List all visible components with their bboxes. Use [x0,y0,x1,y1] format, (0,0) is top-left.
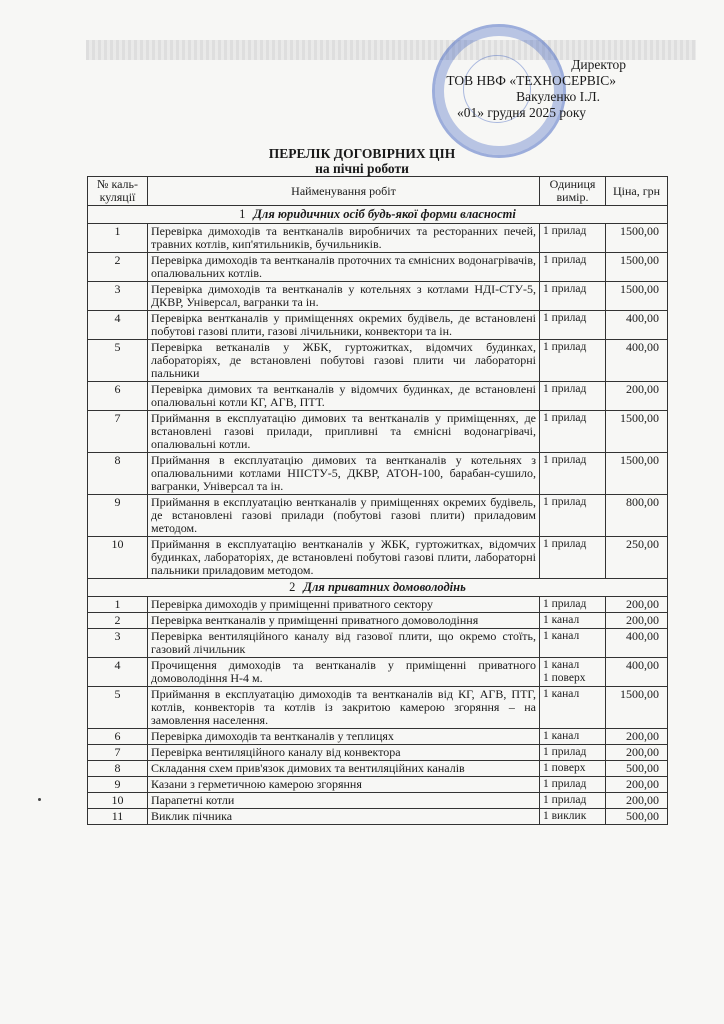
table-row [88,453,668,495]
row-price: 1500,00 [606,453,668,495]
row-work-name: Перевірка димоходів у приміщенні приватного сектору [148,597,540,613]
price-table [87,176,668,825]
row-work-name: Перевірка вентканалів у приміщенні приватного домоволодіння [148,613,540,629]
row-work-name: Приймання в експлуатацію вентканалів у ЖБК, гуртожитках, відомчих будинках, лабораторіях, де встановлені побутові газові плити, лабораторні пальники приладовим методом. [148,537,540,579]
row-work-name: Перевірка вентканалів у приміщеннях окремих будівель, де встановлені побутові газові плити, газові лічильники, конвектори та ін. [148,311,540,340]
row-price: 1500,00 [606,282,668,311]
row-work-name: Перевірка димоходів та вентканалів у котельнях з котлами НДІ-СТУ-5, ДКВР, Універсал, вагранки та ін. [148,282,540,311]
approval-block [446,57,626,121]
section-title: Для приватних домоволодінь [303,580,466,594]
row-number: 5 [88,687,148,729]
row-work-name: Приймання в експлуатацію вентканалів у приміщеннях окремих будівель, де встановлені газові прилади (побутові газові плити) приладовим методом. [148,495,540,537]
row-number: 6 [88,729,148,745]
row-work-name: Складання схем прив'язок димових та вентиляційних каналів [148,761,540,777]
row-unit: 1 прилад [540,311,606,340]
row-unit: 1 прилад [540,382,606,411]
table-row [88,777,668,793]
table-row [88,629,668,658]
table-row [88,729,668,745]
section-title-cell [88,579,668,597]
row-unit: 1 прилад [540,453,606,495]
row-unit: 1 прилад [540,777,606,793]
row-unit: 1 прилад [540,745,606,761]
approval-date: «01» грудня 2025 року [456,105,586,120]
row-number: 4 [88,658,148,687]
section-number: 2 [289,580,296,594]
table-row [88,537,668,579]
row-work-name: Казани з герметичною камерою згоряння [148,777,540,793]
section-title: Для юридичних осіб будь-якої форми власності [253,207,516,221]
row-number: 9 [88,495,148,537]
row-price: 200,00 [606,382,668,411]
table-row [88,495,668,537]
row-unit: 1 прилад [540,597,606,613]
row-work-name: Перевірка ветканалів у ЖБК, гуртожитках, відомчих будинках, лабораторіях, де встановлені побутові газові плити чи лабораторні пальники [148,340,540,382]
table-row [88,282,668,311]
row-price: 400,00 [606,658,668,687]
title-line-1: ПЕРЕЛІК ДОГОВІРНИХ ЦІН [268,146,456,161]
row-unit: 1 виклик [540,809,606,825]
row-unit: 1 канал [540,729,606,745]
row-number: 10 [88,793,148,809]
row-work-name: Перевірка вентиляційного каналу від конвектора [148,745,540,761]
row-work-name: Перевірка димоходів та вентканалів у теплицях [148,729,540,745]
row-number: 10 [88,537,148,579]
row-unit: 1 поверх [540,761,606,777]
row-work-name: Приймання в експлуатацію димоходів та вентканалів від КГ, АГВ, ПТГ, котлів, конвекторів та котлів із закритою камерою згоряння – на замовлення населення. [148,687,540,729]
row-unit: 1 прилад [540,495,606,537]
row-price: 1500,00 [606,411,668,453]
row-number: 5 [88,340,148,382]
row-unit: 1 прилад [540,537,606,579]
row-price: 200,00 [606,597,668,613]
row-price: 400,00 [606,629,668,658]
table-row [88,809,668,825]
row-work-name: Прочищення димоходів та вентканалів у приміщенні приватного домоволодіння Н-4 м. [148,658,540,687]
table-row [88,224,668,253]
section-title-cell [88,206,668,224]
row-number: 7 [88,411,148,453]
row-work-name: Перевірка вентиляційного каналу від газової плити, що окремо стоїть, газовий лічильник [148,629,540,658]
header-price: Ціна, грн [606,177,668,206]
row-work-name: Перевірка димоходів та вентканалів виробничих та ресторанних печей, травних котлів, кип'ятильників, бучильників. [148,224,540,253]
row-price: 250,00 [606,537,668,579]
row-number: 3 [88,282,148,311]
table-header-row [88,177,668,206]
row-number: 2 [88,253,148,282]
approval-company: ТОВ НВФ «ТЕХНОСЕРВІС» [446,73,616,88]
row-number: 6 [88,382,148,411]
header-unit: Одиниця вимір. [540,177,606,206]
table-row [88,761,668,777]
row-price: 200,00 [606,613,668,629]
row-number: 8 [88,453,148,495]
row-number: 4 [88,311,148,340]
row-unit: 1 прилад [540,793,606,809]
row-price: 500,00 [606,761,668,777]
row-unit: 1 канал [540,629,606,658]
table-row [88,793,668,809]
row-work-name: Виклик пічника [148,809,540,825]
row-number: 1 [88,597,148,613]
row-unit: 1 прилад [540,340,606,382]
table-row [88,311,668,340]
row-unit: 1 прилад [540,282,606,311]
table-row [88,658,668,687]
row-unit: 1 прилад [540,253,606,282]
header-calc-number: № каль-куляції [88,177,148,206]
row-work-name: Парапетні котли [148,793,540,809]
row-number: 8 [88,761,148,777]
row-number: 1 [88,224,148,253]
row-unit: 1 канал [540,687,606,729]
row-work-name: Перевірка димових та вентканалів у відомчих будинках, де встановлені опалювальні котли КГ, АГВ, ПТТ. [148,382,540,411]
row-number: 2 [88,613,148,629]
row-number: 3 [88,629,148,658]
table-row [88,340,668,382]
row-price: 500,00 [606,809,668,825]
table-row [88,382,668,411]
table-row [88,253,668,282]
row-price: 400,00 [606,311,668,340]
row-price: 200,00 [606,793,668,809]
section-row [88,579,668,597]
scan-speck [38,798,41,801]
approval-position: Директор [571,57,626,72]
row-price: 400,00 [606,340,668,382]
row-price: 200,00 [606,745,668,761]
row-unit: 1 канал [540,613,606,629]
section-row [88,206,668,224]
table-row [88,597,668,613]
row-price: 1500,00 [606,687,668,729]
table-row [88,687,668,729]
row-price: 200,00 [606,729,668,745]
row-unit: 1 канал 1 поверх [540,658,606,687]
row-price: 800,00 [606,495,668,537]
table-row [88,613,668,629]
approval-signatory: Вакуленко І.Л. [516,89,600,104]
title-line-2: на пічні роботи [315,161,409,176]
row-work-name: Приймання в експлуатацію димових та вентканалів у приміщеннях, де встановлені газові прилади, припливні та ємнісні водонагрівачі, опалювальні котли. [148,411,540,453]
row-price: 1500,00 [606,224,668,253]
row-number: 9 [88,777,148,793]
row-number: 11 [88,809,148,825]
row-price: 1500,00 [606,253,668,282]
header-work-name: Найменування робіт [148,177,540,206]
section-number: 1 [239,207,246,221]
document-title [0,146,724,176]
row-number: 7 [88,745,148,761]
table-row [88,411,668,453]
row-unit: 1 прилад [540,224,606,253]
row-work-name: Перевірка димоходів та вентканалів проточних та ємнісних водонагрівачів, опалювальних котлів. [148,253,540,282]
row-price: 200,00 [606,777,668,793]
row-unit: 1 прилад [540,411,606,453]
row-work-name: Приймання в експлуатацію димових та вентканалів у котельнях з опалювальними котлами НІІСТУ-5, ДКВР, АТОН-100, барабан-сушило, вагранки, Універсал та ін. [148,453,540,495]
table-row [88,745,668,761]
